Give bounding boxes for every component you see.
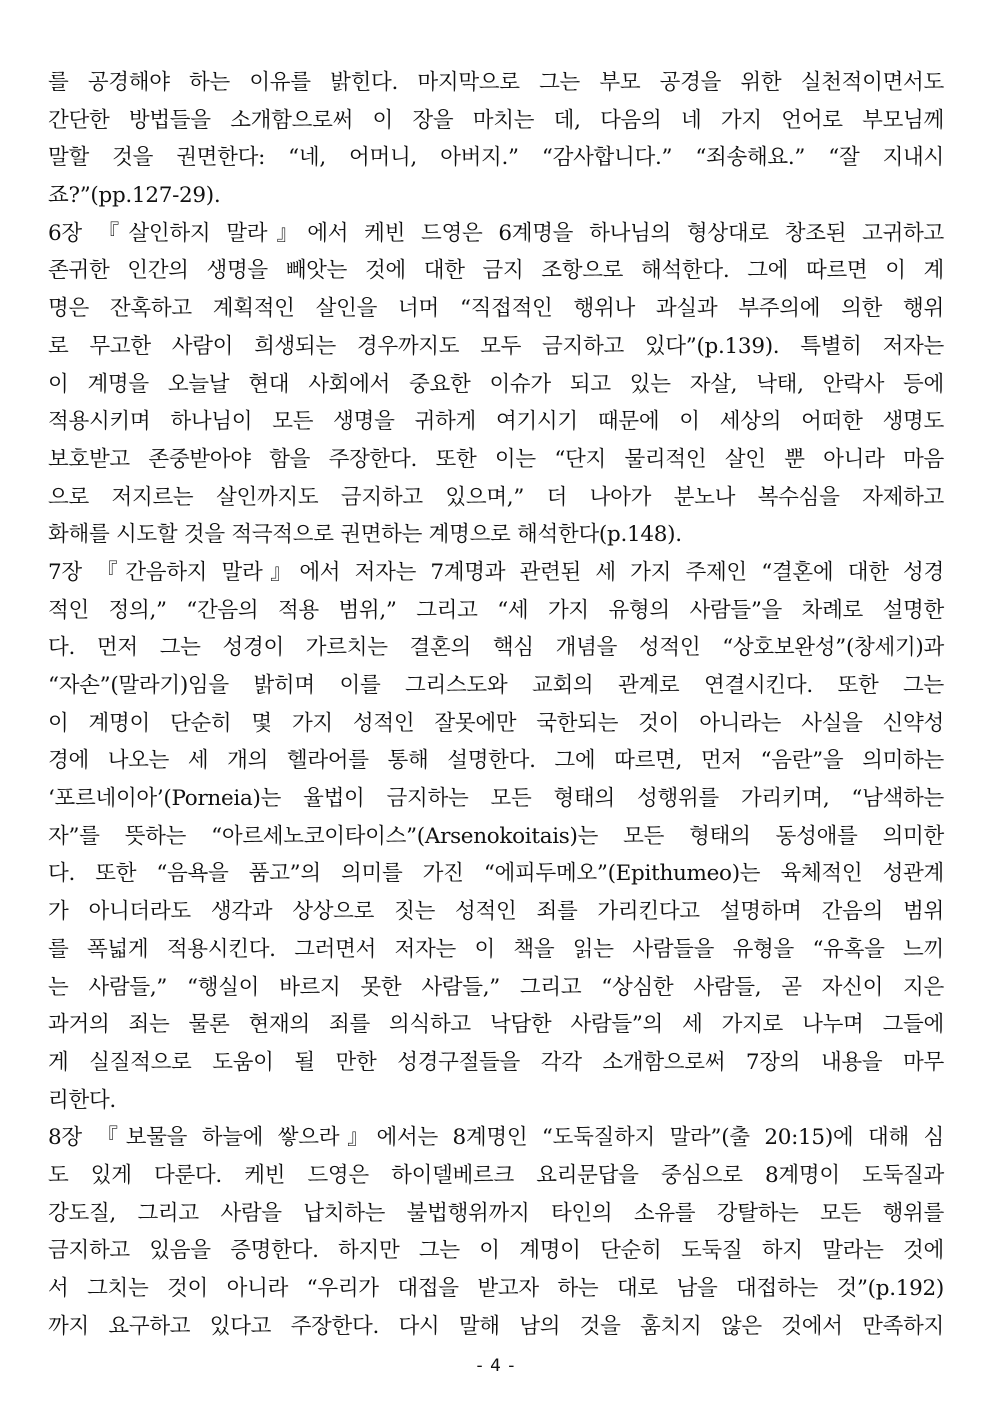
text-line: 강도질, 그리고 사람을 납치하는 불법행위까지 타인의 소유를 강탈하는 모든 행위를 [48, 1200, 944, 1226]
text-line: 까지 요구하고 있다고 주장한다. 다시 말해 남의 것을 훔치지 않은 것에서 만족하지 [48, 1313, 944, 1339]
text-line: 적인 정의,” “간음의 적용 범위,” 그리고 “세 가지 유형의 사람들”을 차례로 설명한 [48, 597, 944, 623]
page-number: - 4 - [476, 1356, 516, 1376]
text-line: 자”를 뜻하는 “아르세노코이타이스”(Arsenokoitais)는 모든 형태의 동성애를 의미한 [48, 823, 944, 849]
text-line: 이 계명을 오늘날 현대 사회에서 중요한 이슈가 되고 있는 자살, 낙태, 안락사 등에 [48, 371, 944, 397]
text-line: 도 있게 다룬다. 케빈 드영은 하이델베르크 요리문답을 중심으로 8계명이 도둑질과 [48, 1162, 944, 1188]
text-line: 서 그치는 것이 아니라 “우리가 대접을 받고자 하는 대로 남을 대접하는 것”(p.192) [48, 1276, 944, 1301]
text-line: 로 무고한 사람이 희생되는 경우까지도 모두 금지하고 있다”(p.139). 특별히 저자는 [48, 333, 944, 359]
text-line: 존귀한 인간의 생명을 빼앗는 것에 대한 금지 조항으로 해석한다. 그에 따르면 이 계 [48, 258, 944, 284]
text-line: 를 폭넓게 적용시킨다. 그러면서 저자는 이 책을 읽는 사람들을 유형을 “유혹을 느끼 [48, 936, 944, 962]
text-line: 간단한 방법들을 소개함으로써 이 장을 마치는 데, 다음의 네 가지 언어로 부모님께 [48, 107, 944, 133]
text-line: 는 사람들,” “행실이 바르지 못한 사람들,” 그리고 “상심한 사람들, 곧 자신이 지은 [48, 974, 944, 1000]
text-line: 으로 저지르는 살인까지도 금지하고 있으며,” 더 나아가 분노나 복수심을 자제하고 [48, 484, 944, 510]
text-line: 를 공경해야 하는 이유를 밝힌다. 마지막으로 그는 부모 공경을 위한 실천적이면서도 [48, 70, 944, 95]
page-body [48, 64, 944, 1345]
text-line: “자손”(말라기)임을 밝히며 이를 그리스도와 교회의 관계로 연결시킨다. 또한 그는 [48, 673, 944, 698]
text-line: 8장 『보물을 하늘에 쌓으라』에서는 8계명인 “도둑질하지 말라”(출 20:15)에 대해 심 [48, 1125, 944, 1151]
text-line: 가 아니더라도 생각과 상상으로 짓는 성적인 죄를 가리킨다고 설명하며 간음의 범위 [48, 899, 944, 925]
text-line: 보호받고 존중받아야 함을 주장한다. 또한 이는 “단지 물리적인 살인 뿐 아니라 마음 [48, 446, 944, 472]
text-line: 다. 또한 “음욕을 품고”의 의미를 가진 “에피두메오”(Epithumeo)는 육체적인 성관계 [48, 861, 944, 887]
text-line: 7장 『간음하지 말라』에서 저자는 7계명과 관련된 세 가지 주제인 “결혼에 대한 성경 [48, 559, 944, 585]
text-line: 이 계명이 단순히 몇 가지 성적인 잘못에만 국한되는 것이 아니라는 사실을 신약성 [48, 710, 944, 736]
text-line: ‘포르네이아’(Porneia)는 율법이 금지하는 모든 형태의 성행위를 가리키며, “남색하는 [48, 786, 944, 812]
text-line: 죠?”(pp.127-29). [48, 183, 221, 209]
text-line: 리한다. [48, 1087, 116, 1113]
text-line: 적용시키며 하나님이 모든 생명을 귀하게 여기시기 때문에 이 세상의 어떠한 생명도 [48, 409, 944, 435]
text-line: 화해를 시도할 것을 적극적으로 권면하는 계명으로 해석한다(p.148). [48, 522, 682, 548]
text-line: 금지하고 있음을 증명한다. 하지만 그는 이 계명이 단순히 도둑질 하지 말라는 것에 [48, 1238, 944, 1264]
text-line: 게 실질적으로 도움이 될 만한 성경구절들을 각각 소개함으로써 7장의 내용을 마무 [48, 1049, 944, 1075]
text-line: 다. 먼저 그는 성경이 가르치는 결혼의 핵심 개념을 성적인 “상호보완성”(창세기)과 [48, 635, 944, 661]
text-line: 과거의 죄는 물론 현재의 죄를 의식하고 낙담한 사람들”의 세 가지로 나누며 그들에 [48, 1012, 944, 1038]
text-line: 명은 잔혹하고 계획적인 살인을 너머 “직접적인 행위나 과실과 부주의에 의한 행위 [48, 296, 944, 322]
text-line: 말할 것을 권면한다: “네, 어머니, 아버지.” “감사합니다.” “죄송해요.” “잘 지내시 [48, 145, 944, 171]
text-line: 6장 『살인하지 말라』에서 케빈 드영은 6계명을 하나님의 형상대로 창조된 고귀하고 [48, 220, 944, 246]
text-line: 경에 나오는 세 개의 헬라어를 통해 설명한다. 그에 따르면, 먼저 “음란”을 의미하는 [48, 748, 944, 774]
